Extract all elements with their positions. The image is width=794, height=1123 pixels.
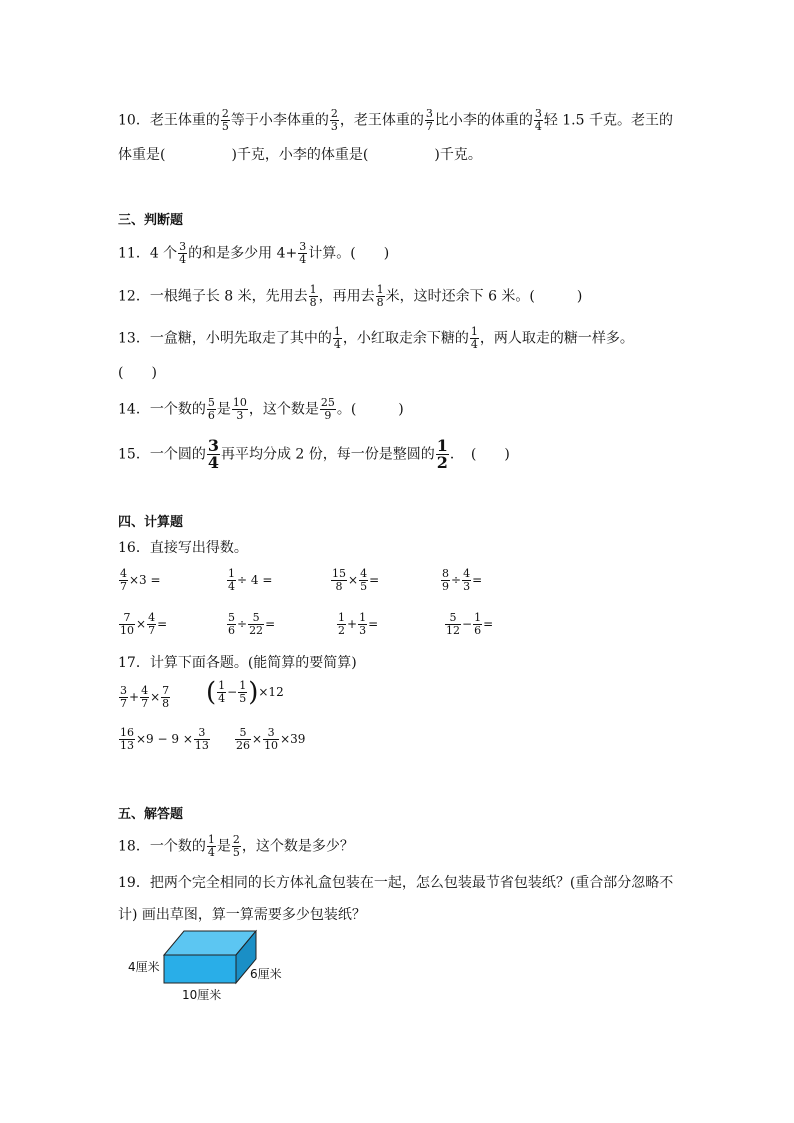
q18: 18．一个数的 $\frac{1}{4}$ 是 $\frac{2}{5}$ ，这个数是多少？ — [118, 833, 354, 859]
height-label: 4厘米 — [128, 960, 160, 974]
q16-title: 16．直接写出得数。 — [118, 540, 248, 556]
length-label: 10厘米 — [182, 988, 222, 1002]
q16-item: $\frac{15}{8}$ × $\frac{4}{5}$ = — [332, 567, 380, 593]
width-label: 6厘米 — [250, 967, 282, 981]
q16-item: $\frac{1}{2}$ + $\frac{1}{3}$ = — [338, 611, 379, 637]
section-heading-answer: 五、解答题 — [118, 807, 184, 822]
q17-title: 17．计算下面各题。(能简算的要简算) — [118, 655, 357, 671]
section-heading-calc: 四、计算题 — [118, 515, 184, 530]
q19-line1: 19．把两个完全相同的长方体礼盒包装在一起，怎么包装最节省包装纸？(重合部分忽略不 — [118, 875, 674, 891]
q16-item: $\frac{7}{10}$ × $\frac{4}{7}$ = — [120, 611, 168, 637]
section-heading-judge: 三、判断题 — [118, 213, 184, 228]
q13: 13．一盒糖，小明先取走了其中的 $\frac{1}{4}$ ，小红取走余下糖的 $\frac{1}{4}$ ，两人取走的糖一样多。 — [118, 325, 634, 351]
q17-expr: $\frac{3}{7}$ + $\frac{4}{7}$ × $\frac{7}{8}$ — [120, 684, 170, 710]
q11: 11．4 个 $\frac{3}{4}$ 的和是多少用 4+ $\frac{3}{4}$ 计算。( ) — [118, 240, 390, 266]
q19-line2: 计) 画出草图，算一算需要多少包装纸？ — [118, 907, 366, 923]
q16-item: $\frac{5}{12}$ − $\frac{1}{6}$ = — [446, 611, 494, 637]
q17-expr: $\frac{16}{13}$ ×9 − 9 × $\frac{3}{13}$ — [120, 726, 209, 752]
q16-item: $\frac{8}{9}$ ÷ $\frac{4}{3}$ = — [442, 567, 483, 593]
q17-expr: $\frac{5}{26}$ × $\frac{3}{10}$ ×39 — [236, 726, 306, 752]
q16-item: $\frac{4}{7}$ ×3 = — [120, 567, 161, 593]
q10-line2: 体重是( )千克，小李的体重是( )千克。 — [118, 147, 482, 163]
q14: 14．一个数的 $\frac{5}{6}$ 是 $\frac{10}{3}$ ，这个数是 $\frac{25}{9}$ 。( ) — [118, 396, 404, 422]
q12: 12．一根绳子长 8 米，先用去 $\frac{1}{8}$ ，再用去 $\frac{1}{8}$ 米，这时还余下 6 米。( ) — [118, 283, 583, 309]
q17-expr: ( $\frac{1}{4}$ − $\frac{1}{5}$ )×12 — [206, 677, 284, 708]
q13-answer: ( ) — [118, 365, 157, 381]
q16-item: $\frac{5}{6}$ ÷ $\frac{5}{22}$ = — [228, 611, 276, 637]
cuboid-front-face — [164, 955, 236, 983]
q10-line1: 10．老王体重的 $\frac{2}{5}$ 等于小李体重的 $\frac{2}{3}$ ，老王体重的 $\frac{3}{7}$ 比小李的体重的 $\frac{3}{4}$ 轻 1.5 千克。老王的 — [118, 107, 673, 133]
q16-item: $\frac{1}{4}$ ÷ 4 = — [228, 567, 273, 593]
cuboid-figure — [120, 925, 300, 1005]
q15: 15．一个圆的 $\frac{3}{4}$ 再平均分成 2 份，每一份是整圆的 $\frac{1}{2}$ ． ( ) — [118, 436, 510, 472]
